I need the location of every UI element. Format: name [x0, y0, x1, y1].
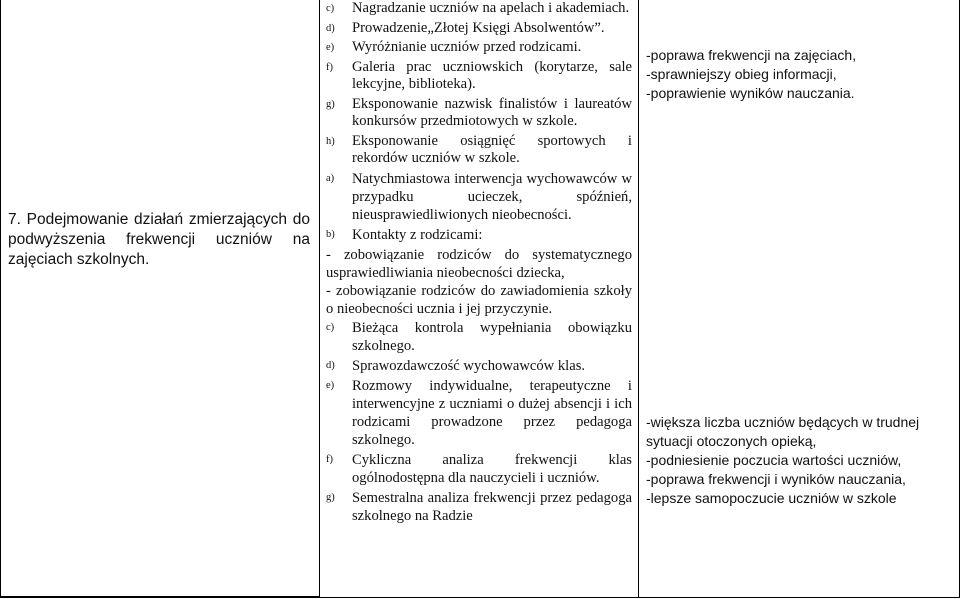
row-divider — [1, 596, 319, 597]
item-label: e) — [326, 379, 335, 391]
effect-line: sytuacji otoczonych opieką, — [646, 433, 817, 449]
effect-line: -sprawniejszy obieg informacji, — [646, 66, 837, 82]
list-item — [326, 451, 632, 487]
item-text: Sprawozdawczość wychowawców klas. — [352, 357, 586, 374]
item-label: c) — [326, 321, 335, 333]
item-label: f) — [326, 61, 333, 73]
item-label: d) — [326, 22, 335, 34]
effect-line: -poprawa frekwencji na zajęciach, — [646, 47, 857, 63]
column-divider-1 — [319, 0, 320, 597]
effect-line: -poprawa frekwencji i wyników nauczania, — [646, 471, 906, 487]
effect-line: -większa liczba uczniów będących w trudnej — [646, 414, 920, 430]
effects-top — [646, 46, 946, 103]
item-label: b) — [326, 228, 335, 240]
list-item — [326, 59, 632, 94]
item-text: Semestralna analiza frekwencji przez pedagoga szkolnego na Radzie — [352, 489, 632, 524]
list-item — [326, 133, 632, 168]
contact-line: - zobowiązanie rodziców do zawiadomienia szkoły o nieobecności ucznia i jej przyczynie. — [326, 283, 632, 318]
item-label: c) — [326, 3, 335, 14]
item-label: a) — [326, 172, 335, 184]
item-text: Eksponowanie nazwisk finalistów i laureatów konkursów przedmiotowych w szkole. — [352, 95, 632, 129]
list-item — [326, 39, 632, 57]
item-text: Prowadzenie„Złotej Księgi Absolwentów”. — [352, 19, 605, 36]
list-item — [326, 0, 632, 18]
effect-line: -lepsze samopoczucie uczniów w szkole — [646, 490, 897, 506]
contact-line: - zobowiązanie rodziców do systematycznego usprawiedliwiania nieobecności dziecka, — [326, 246, 632, 281]
list-item — [326, 319, 632, 355]
list-item — [326, 357, 632, 375]
item-text: Nagradzanie uczniów na apelach i akademiach. — [352, 0, 630, 16]
item-label: h) — [326, 135, 335, 147]
effect-line: -podniesienie poczucia wartości uczniów, — [646, 452, 902, 468]
item-label: d) — [326, 359, 335, 371]
item-label: f) — [326, 453, 333, 465]
item-label: e) — [326, 42, 335, 53]
item-text: Galeria prac uczniowskich (korytarze, sale lekcyjne, biblioteka). — [352, 58, 632, 92]
effect-line: -poprawienie wyników nauczania. — [646, 85, 855, 101]
item-text: Wyróżnianie uczniów przed rodzicami. — [352, 39, 582, 55]
item-label: g) — [326, 98, 335, 110]
task-title: 7. Podejmowanie działań zmierzających do podwyższenia frekwencji uczniów na zajęciach szkolnych. — [8, 211, 310, 268]
list-item — [326, 96, 632, 131]
item-text: Natychmiastowa interwencja wychowawców w przypadku ucieczek, spóźnień, nieusprawiedliwionych nieobecności. — [352, 170, 632, 223]
list-item — [326, 377, 632, 449]
item-text: Kontakty z rodzicami: — [352, 226, 483, 243]
effects-bottom — [646, 413, 946, 508]
item-text: Eksponowanie osiągnięć sportowych i rekordów uczniów w szkole. — [352, 132, 632, 166]
item-text: Cykliczna analiza frekwencji klas ogólnodostępna dla nauczycieli i uczniów. — [352, 451, 632, 486]
item-text: Bieżąca kontrola wypełniania obowiązku szkolnego. — [352, 319, 632, 354]
list-item — [326, 170, 632, 224]
list-item — [326, 226, 632, 244]
column-divider-2 — [638, 0, 639, 597]
list-item — [326, 20, 632, 38]
actions-column — [326, 0, 632, 527]
item-label: g) — [326, 491, 335, 503]
item-text: Rozmowy indywidualne, terapeutyczne i interwencyjne z uczniami o dużej absencji i ich rodzicami prowadzone przez pedagoga szkolnego. — [352, 377, 632, 448]
list-item — [326, 489, 632, 525]
